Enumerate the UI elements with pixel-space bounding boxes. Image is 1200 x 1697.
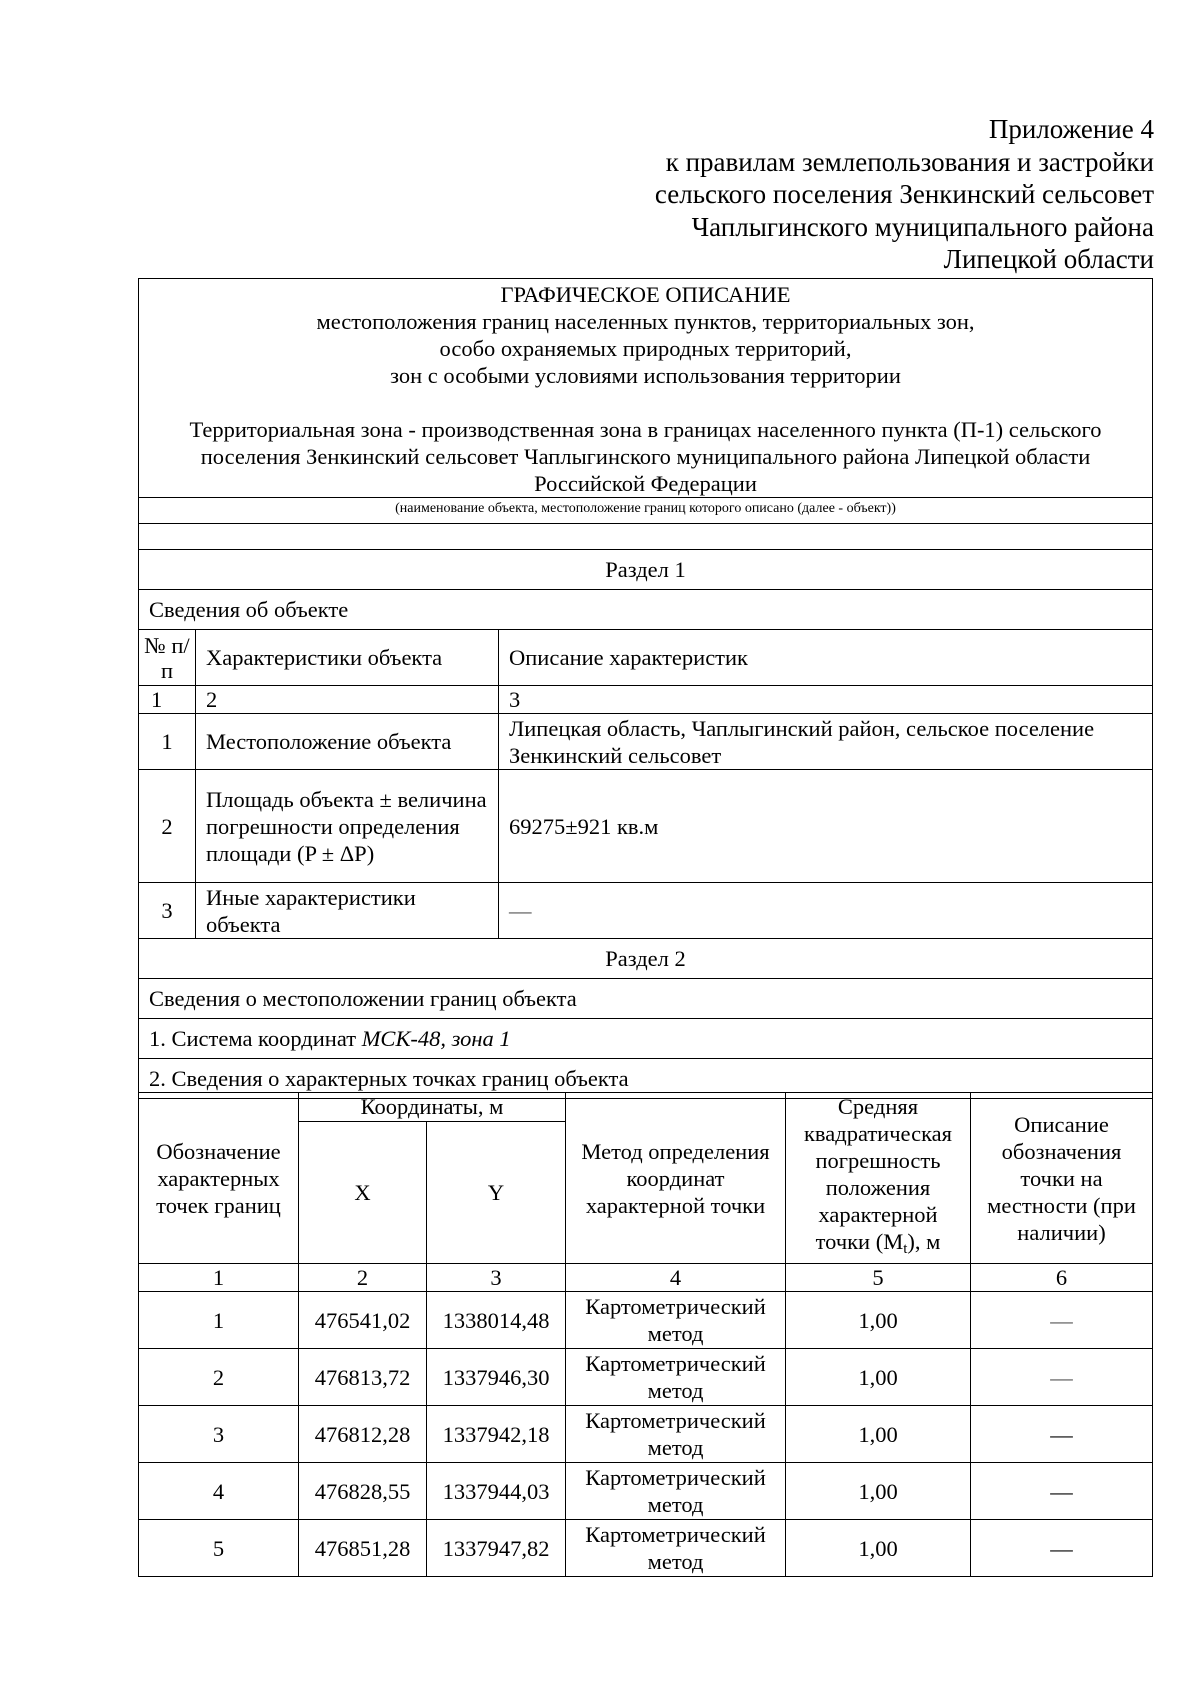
- section1-subtitle: Сведения об объекте: [139, 590, 1153, 630]
- col-number: 1: [139, 686, 196, 714]
- spacer-row: [139, 524, 1153, 550]
- appendix-line: к правилам землепользования и застройки: [665, 146, 1154, 177]
- row-value: 69275±921 кв.м: [499, 770, 1153, 883]
- point-y: 1337944,03: [427, 1463, 566, 1520]
- object-name-line: Российской Федерации: [534, 471, 757, 496]
- row-characteristic: Местоположение объекта: [196, 714, 499, 770]
- table-row: [139, 1349, 1153, 1406]
- appendix-caption: [454, 113, 1154, 276]
- col-number: 2: [299, 1264, 427, 1292]
- error-label: Средняя квадратическая погрешность положения характерной точки (M: [804, 1094, 952, 1254]
- point-x: 476812,28: [299, 1406, 427, 1463]
- point-id: 4: [139, 1463, 299, 1520]
- point-description: —: [971, 1520, 1153, 1577]
- row-value: Липецкая область, Чаплыгинский район, сельское поселение Зенкинский сельсовет: [499, 714, 1153, 770]
- point-method: Картометрический метод: [566, 1463, 786, 1520]
- object-name-line: Территориальная зона - производственная зона в границах населенного пункта (П-1) сельского: [189, 417, 1102, 442]
- row-value: —: [499, 883, 1153, 939]
- document-subtitle-line: местоположения границ населенных пунктов, территориальных зон,: [316, 309, 975, 334]
- point-y: 1338014,48: [427, 1292, 566, 1349]
- col-header-designation: Обозначение характерных точек границ: [139, 1093, 299, 1264]
- document-header-cell: [139, 279, 1153, 498]
- section2-title: Раздел 2: [139, 939, 1153, 979]
- point-x: 476851,28: [299, 1520, 427, 1577]
- row-num: 3: [139, 883, 196, 939]
- error-label-tail: ), м: [907, 1229, 941, 1254]
- col-number: 1: [139, 1264, 299, 1292]
- point-x: 476828,55: [299, 1463, 427, 1520]
- appendix-line: Приложение 4: [988, 114, 1154, 144]
- point-description: —: [971, 1292, 1153, 1349]
- appendix-line: сельского поселения Зенкинский сельсовет: [654, 179, 1154, 209]
- point-id: 5: [139, 1520, 299, 1577]
- col-header-characteristics: Характеристики объекта: [196, 630, 499, 686]
- table-row: [139, 1292, 1153, 1349]
- col-header-x: X: [299, 1121, 427, 1263]
- col-header-error: [786, 1093, 971, 1264]
- document-subtitle-line: зон с особыми условиями использования территории: [390, 363, 901, 388]
- row-num: 2: [139, 770, 196, 883]
- col-number: 3: [427, 1264, 566, 1292]
- crs-prefix: 1. Система координат: [149, 1026, 362, 1051]
- point-error: 1,00: [786, 1520, 971, 1577]
- col-number: 6: [971, 1264, 1153, 1292]
- col-header-location-description: Описание обозначения точки на местности (при наличии): [971, 1093, 1153, 1264]
- section1-title: Раздел 1: [139, 550, 1153, 590]
- row-characteristic: Площадь объекта ± величина погрешности определения площади (P ± ΔP): [196, 770, 499, 883]
- point-x: 476813,72: [299, 1349, 427, 1406]
- point-x: 476541,02: [299, 1292, 427, 1349]
- point-id: 2: [139, 1349, 299, 1406]
- point-id: 3: [139, 1406, 299, 1463]
- point-error: 1,00: [786, 1463, 971, 1520]
- col-number: 4: [566, 1264, 786, 1292]
- object-name-line: поселения Зенкинский сельсовет Чаплыгинского муниципального района Липецкой области: [200, 444, 1091, 469]
- point-method: Картометрический метод: [566, 1292, 786, 1349]
- appendix-line: Чаплыгинского муниципального района: [691, 211, 1154, 242]
- section2-subtitle: Сведения о местоположении границ объекта: [139, 979, 1153, 1019]
- appendix-line: Липецкой области: [943, 244, 1154, 274]
- crs-line: [139, 1019, 1153, 1059]
- row-num: 1: [139, 714, 196, 770]
- boundary-points-table: [138, 1092, 1153, 1577]
- point-y: 1337942,18: [427, 1406, 566, 1463]
- point-error: 1,00: [786, 1292, 971, 1349]
- point-description: —: [971, 1349, 1153, 1406]
- point-y: 1337947,82: [427, 1520, 566, 1577]
- point-description: —: [971, 1463, 1153, 1520]
- table-row: [139, 1520, 1153, 1577]
- col-header-method: Метод определения координат характерной точки: [566, 1093, 786, 1264]
- point-description: —: [971, 1406, 1153, 1463]
- table-row: [139, 1406, 1153, 1463]
- point-y: 1337946,30: [427, 1349, 566, 1406]
- document-subtitle-line: особо охраняемых природных территорий,: [439, 336, 852, 361]
- col-header-y: Y: [427, 1121, 566, 1263]
- point-error: 1,00: [786, 1349, 971, 1406]
- point-id: 1: [139, 1292, 299, 1349]
- error-label-sub: t: [903, 1241, 908, 1257]
- crs-name: МСК-48, зона 1: [361, 1026, 511, 1051]
- document-title: ГРАФИЧЕСКОЕ ОПИСАНИЕ: [500, 282, 791, 307]
- points-title: 2. Сведения о характерных точках границ объекта: [139, 1059, 1153, 1099]
- point-error: 1,00: [786, 1406, 971, 1463]
- point-method: Картометрический метод: [566, 1349, 786, 1406]
- col-header-description: Описание характеристик: [499, 630, 1153, 686]
- point-method: Картометрический метод: [566, 1520, 786, 1577]
- col-header-coords: Координаты, м: [299, 1093, 566, 1122]
- col-number: 3: [499, 686, 1153, 714]
- description-table: [138, 278, 1153, 1099]
- point-method: Картометрический метод: [566, 1406, 786, 1463]
- table-row: [139, 1463, 1153, 1520]
- object-name-note: (наименование объекта, местоположение границ которого описано (далее - объект)): [139, 498, 1153, 524]
- col-header-num: № п/п: [139, 630, 196, 686]
- col-number: 5: [786, 1264, 971, 1292]
- row-characteristic: Иные характеристики объекта: [196, 883, 499, 939]
- col-number: 2: [196, 686, 499, 714]
